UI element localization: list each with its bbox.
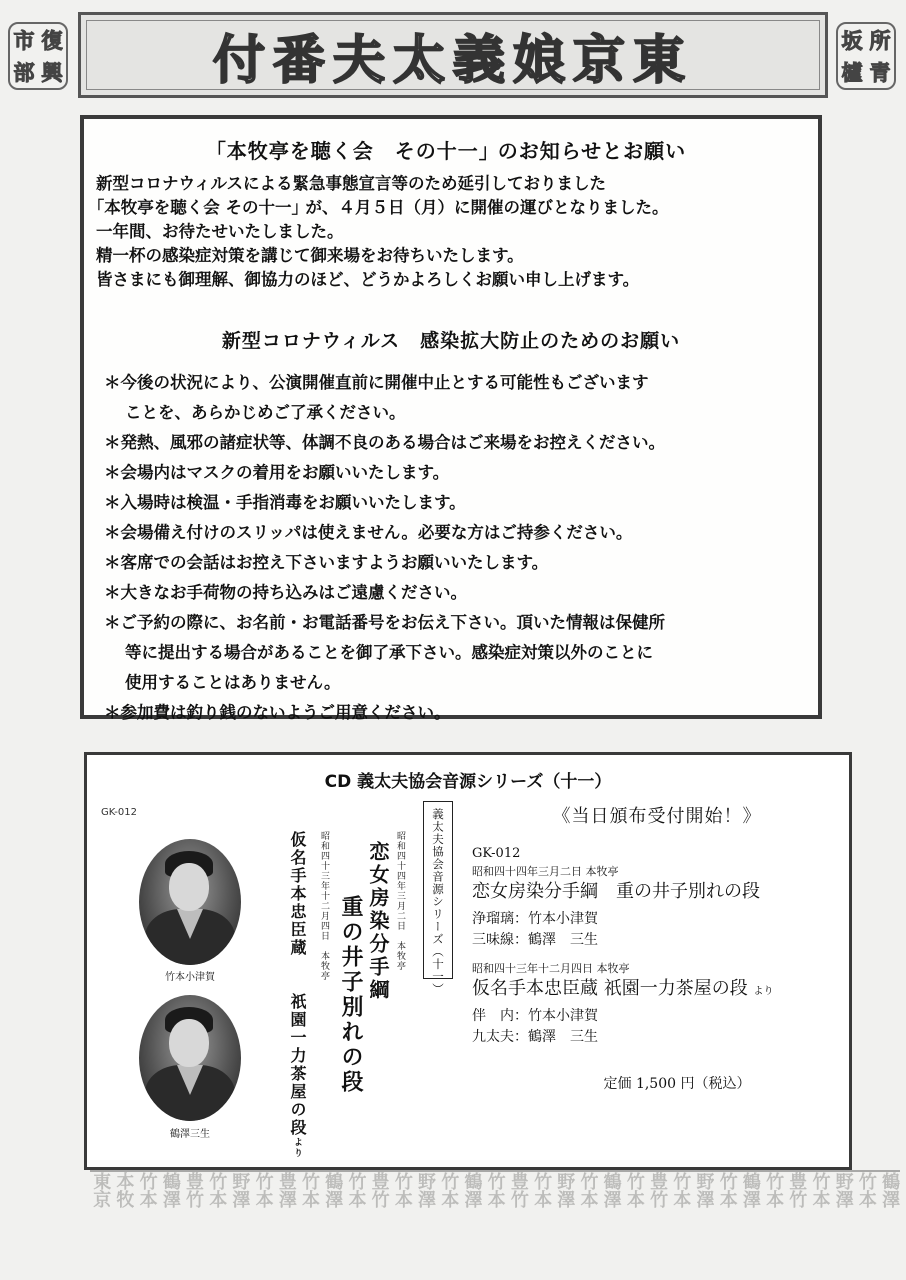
intro-line: 精一杯の感染症対策を講じて御来場をお待ちいたします。 [96, 246, 524, 265]
cd-code: GK-012 [472, 846, 521, 862]
cover-series-label: 義太夫協会音源シリーズ（十一） [431, 808, 445, 996]
cd-panel [84, 752, 852, 1170]
rule-item-continued: 等に提出する場合があることを御了承下さい。感染症対策以外のことに [125, 643, 653, 662]
cd-price: 定価 1,500 円（税込） [603, 1075, 751, 1092]
right-seal: 坂 所 櫨 青 [836, 22, 896, 90]
banzuke-bottom-strip: 東京 本牧 竹本 鶴澤 豊竹 竹本 野澤 竹本 豊澤 竹本 鶴澤 竹本 豊竹 竹本 野澤 竹本 鶴澤 竹本 豊竹 竹本 野澤 竹本 鶴澤 竹本 豊竹 竹本 野澤 竹本 鶴澤 竹本 豊竹 竹本 野澤 竹本 鶴澤 [90, 1170, 900, 1272]
header-banner [78, 12, 828, 98]
rule-item: ＊参加費は釣り銭のないようご用意ください。 [104, 703, 451, 722]
track-2-title: 仮名手本忠臣蔵 祇園一力茶屋の段 より [472, 977, 774, 999]
rules-list [104, 368, 810, 728]
cover-work-1-title: 恋女房染分手綱 [366, 841, 390, 1002]
banner-title: 東京娘義太夫番付 [212, 30, 693, 91]
rule-item: ＊客席での会話はお控え下さいますようお願いいたします。 [104, 553, 549, 572]
rule-item-continued: 使用することはありません。 [125, 673, 341, 692]
notice-title: ｢本牧亭を聴く会 その十一｣ のお知らせとお願い [215, 139, 687, 163]
intro-line: ｢本牧亭を聴く会 その十一｣ が、４月５日（月）に開催の運びとなりました。 [96, 198, 669, 217]
rule-item: ＊今後の状況により、公演開催直前に開催中止とする可能性もございます [104, 373, 649, 392]
rule-item: ＊会場備え付けのスリッパは使えません。必要な方はご持参ください。 [104, 523, 633, 542]
rule-item: ＊発熱、風邪の諸症状等、体調不良のある場合はご来場をお控えください。 [104, 433, 665, 452]
intro-line: 一年間、お待たせいたしました。 [96, 222, 344, 241]
cover-work-2-title: 仮名手本忠臣蔵 [288, 831, 307, 957]
cover-series-box [423, 801, 453, 996]
cd-title: CD 義太夫協会音源シリーズ（十一） [324, 772, 612, 792]
portrait-caption: 竹本小津賀 [165, 972, 215, 983]
cover-work-1-scene: 重の井子別れの段 [338, 895, 364, 1095]
track-1-credit: 三味線：鶴澤 三生 [472, 931, 598, 948]
track-1-date: 昭和四十四年三月二日 本牧亭 [472, 864, 619, 878]
portrait-photo-takemoto [139, 839, 241, 965]
notice-intro [96, 172, 812, 292]
track-2-credit: 九太夫：鶴澤 三生 [472, 1028, 598, 1045]
portrait-photo-tsuruzawa [139, 995, 241, 1121]
rule-item: ＊入場時は検温・手指消毒をお願いいたします。 [104, 493, 466, 512]
rule-item: ＊大きなお手荷物の持ち込みはご遠慮ください。 [104, 583, 467, 602]
left-seal: 市 復 部 興 [8, 22, 68, 90]
track-2-date: 昭和四十三年十二月四日 本牧亭 [472, 961, 630, 975]
rule-item: ＊会場内はマスクの着用をお願いいたします。 [104, 463, 450, 482]
rule-item: ＊ご予約の際に、お名前・お電話番号をお伝え下さい。頂いた情報は保健所 [104, 613, 665, 632]
cover-work-2-scene: 祇園一力茶屋の段より [288, 993, 307, 1159]
cover-date-2: 昭和四十三年十二月四日 本牧亭 [319, 831, 329, 981]
cover-code: GK-012 [101, 807, 137, 818]
notice-subtitle: 新型コロナウィルス 感染拡大防止のためのお願い [221, 330, 681, 352]
notice-panel [80, 115, 822, 722]
track-1-title: 恋女房染分手綱 重の井子別れの段 [472, 880, 760, 902]
intro-line: 新型コロナウィルスによる緊急事態宣言等のため延引しておりました [96, 174, 607, 193]
cd-details [472, 805, 842, 1108]
intro-line: 皆さまにも御理解、御協力のほど、どうかよろしくお願い申し上げます。 [96, 270, 640, 289]
rule-item-continued: ことを、あらかじめご了承ください。 [125, 403, 406, 422]
track-1-credit: 浄瑠璃：竹本小津賀 [472, 910, 598, 927]
cd-headline: 《当日頒布受付開始！》 [552, 806, 762, 827]
track-2-credit: 伴 内：竹本小津賀 [472, 1007, 598, 1024]
portrait-caption: 鶴澤三生 [170, 1129, 210, 1140]
cover-date-1: 昭和四十四年三月二日 本牧亭 [395, 831, 405, 971]
